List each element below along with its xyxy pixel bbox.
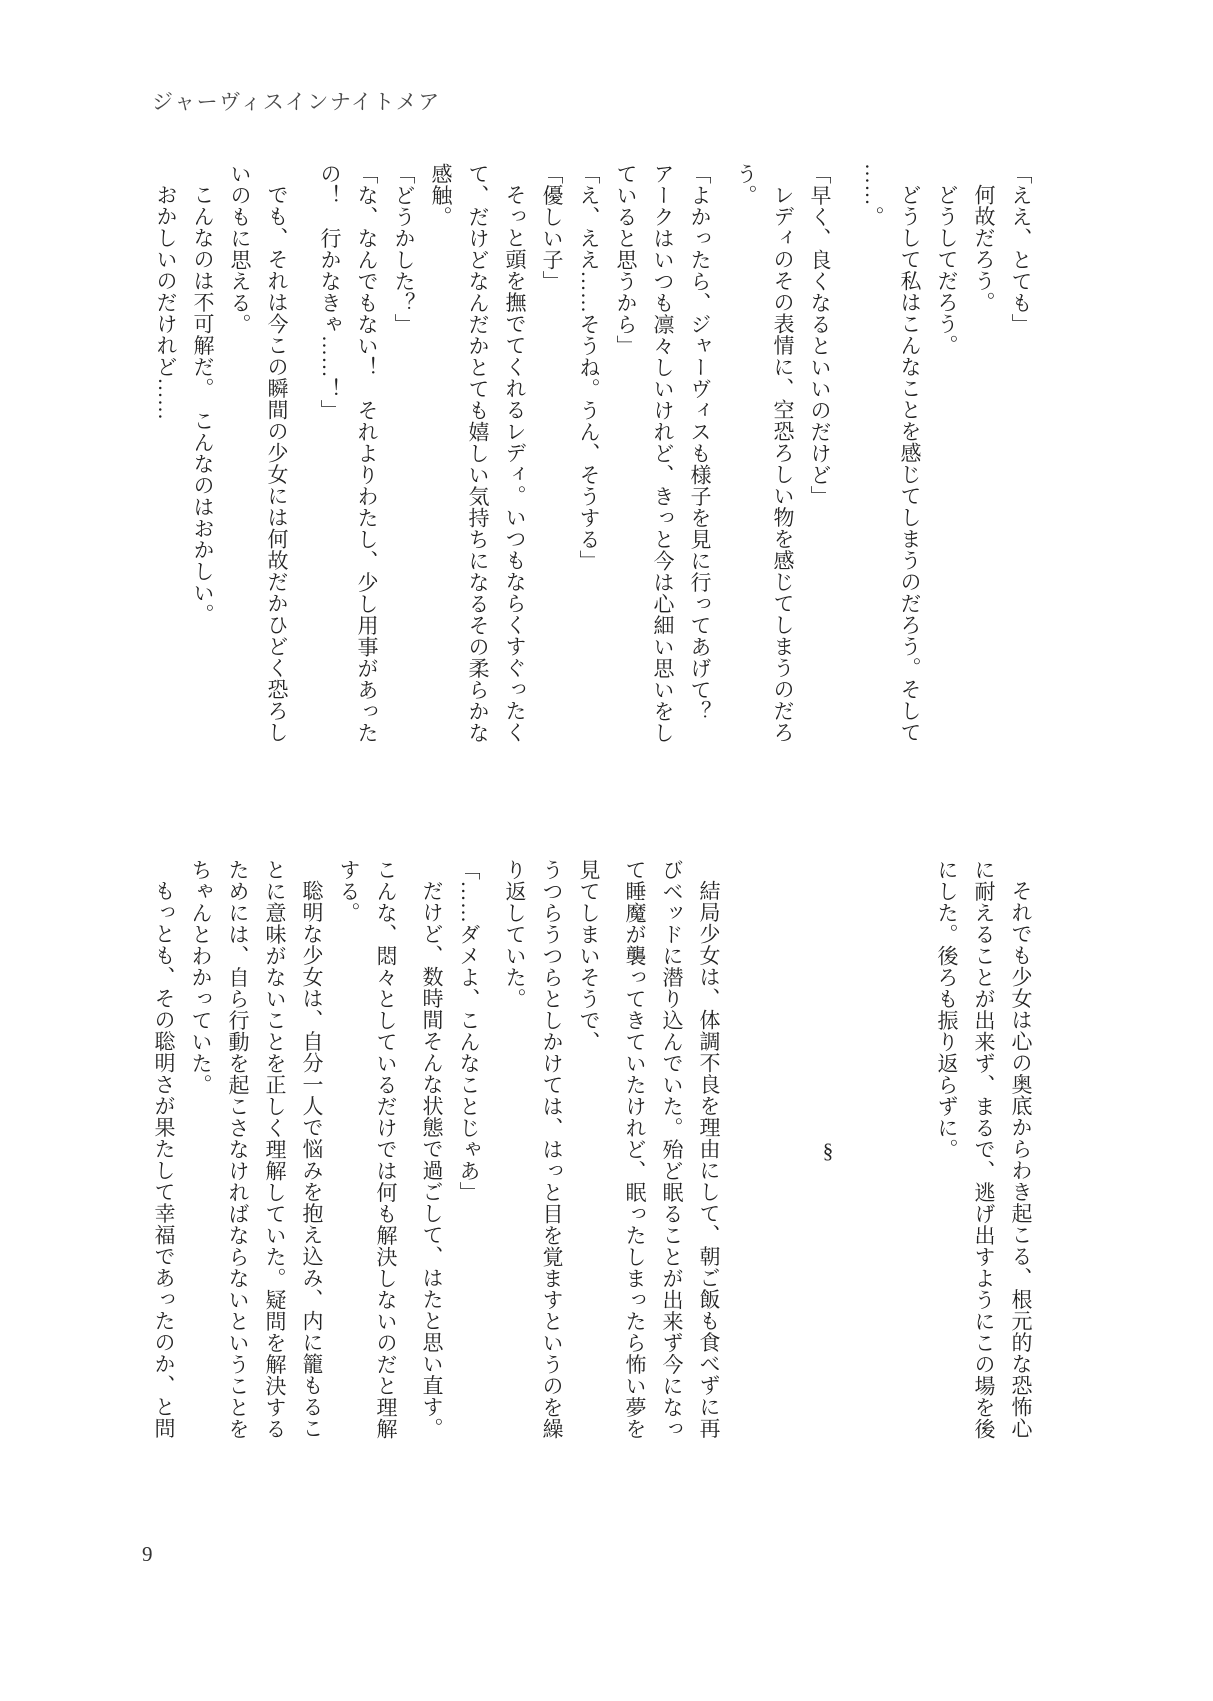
- text-line: 結局少女は、体調不良を理由にして、朝ご飯も食べずに再: [697, 880, 721, 1439]
- text-line: だけど、数時間そんな状態で過ごして、はたと思い直す。: [420, 880, 444, 1439]
- text-line: 「どうかした？」: [392, 163, 416, 335]
- text-line: ちゃんとわかっていた。: [189, 859, 213, 1096]
- text-line: て睡魔が襲ってきていたけれど、眠ったしまったら怖い夢を: [623, 859, 647, 1440]
- text-line: り返していた。: [503, 859, 527, 1010]
- text-line: ……。: [861, 163, 885, 228]
- text-line: 聡明な少女は、自分一人で悩みを抱え込み、内に籠もるこ: [300, 880, 324, 1439]
- text-line: に耐えることが出来ず、まるで、逃げ出すようにこの場を後: [972, 859, 996, 1440]
- text-line: にした。後ろも振り返らずに。: [935, 859, 959, 1160]
- text-line: そっと頭を撫でてくれるレディ。いつもならくすぐったく: [503, 184, 527, 743]
- text-line: ていると思うから」: [614, 163, 638, 357]
- text-line: 「え、ええ……そうね。うん、そうする」: [577, 163, 601, 572]
- text-line: 「よかったら、ジャーヴィスも様子を見に行ってあげて？: [688, 163, 712, 722]
- text-line: 「な、なんでもない！ それよりわたし、少し用事があった: [355, 163, 379, 744]
- text-line: 感触。: [429, 163, 453, 228]
- text-line: 「……ダメよ、こんなことじゃあ」: [457, 859, 481, 1203]
- running-title: ジャーヴィスインナイトメア: [152, 90, 441, 114]
- text-line: もっとも、その聡明さが果たして幸福であったのか、と問: [152, 880, 176, 1439]
- text-line: 「ええ、とても」: [1009, 163, 1033, 335]
- text-line: う。: [734, 163, 758, 206]
- bottom-text-block: [145, 859, 1039, 1443]
- text-line: 「優しい子」: [540, 163, 564, 292]
- text-line: こんな、悶々としているだけでは何も解決しないのだと理解: [374, 859, 398, 1440]
- text-line: びベッドに潜り込んでいた。殆ど眠ることが出来ず今になっ: [660, 859, 684, 1440]
- text-line: いのもに思える。: [228, 163, 252, 335]
- text-line: アークはいつも凛々しいけれど、きっと今は心細い思いをし: [651, 163, 675, 744]
- text-line: こんなのは不可解だ。 こんなのはおかしい。: [191, 184, 215, 625]
- text-line: 見てしまいそうで、: [577, 859, 601, 1053]
- text-line: それでも少女は心の奥底からわき起こる、根元的な恐怖心: [1009, 880, 1033, 1439]
- text-line: する。: [337, 859, 361, 924]
- text-line: レディのその表情に、空恐ろしい物を感じてしまうのだろ: [771, 184, 795, 743]
- text-line: うつらうつらとしかけては、はっと目を覚ますというのを繰: [540, 859, 564, 1440]
- top-text-block: [147, 163, 1039, 747]
- text-line: 「早く、良くなるといいのだけど」: [808, 163, 832, 507]
- text-line: でも、それは今この瞬間の少女には何故だかひどく恐ろし: [265, 184, 289, 743]
- page-number: 9: [142, 1542, 153, 1566]
- text-line: 何故だろう。: [972, 184, 996, 313]
- text-line: の！ 行かなきゃ……！」: [318, 163, 342, 421]
- text-line: どうして私はこんなことを感じてしまうのだろう。そして: [898, 184, 922, 743]
- text-line: ためには、自ら行動を起こさなければならないということを: [226, 859, 250, 1440]
- text-line: て、だけどなんだかとても嬉しい気持ちになるその柔らかな: [466, 163, 490, 744]
- text-line: とに意味がないことを正しく理解していた。疑問を解決する: [263, 859, 287, 1440]
- text-line: おかしいのだけれど……: [154, 184, 178, 421]
- section-mark: §: [816, 1138, 840, 1164]
- text-line: どうしてだろう。: [935, 184, 959, 356]
